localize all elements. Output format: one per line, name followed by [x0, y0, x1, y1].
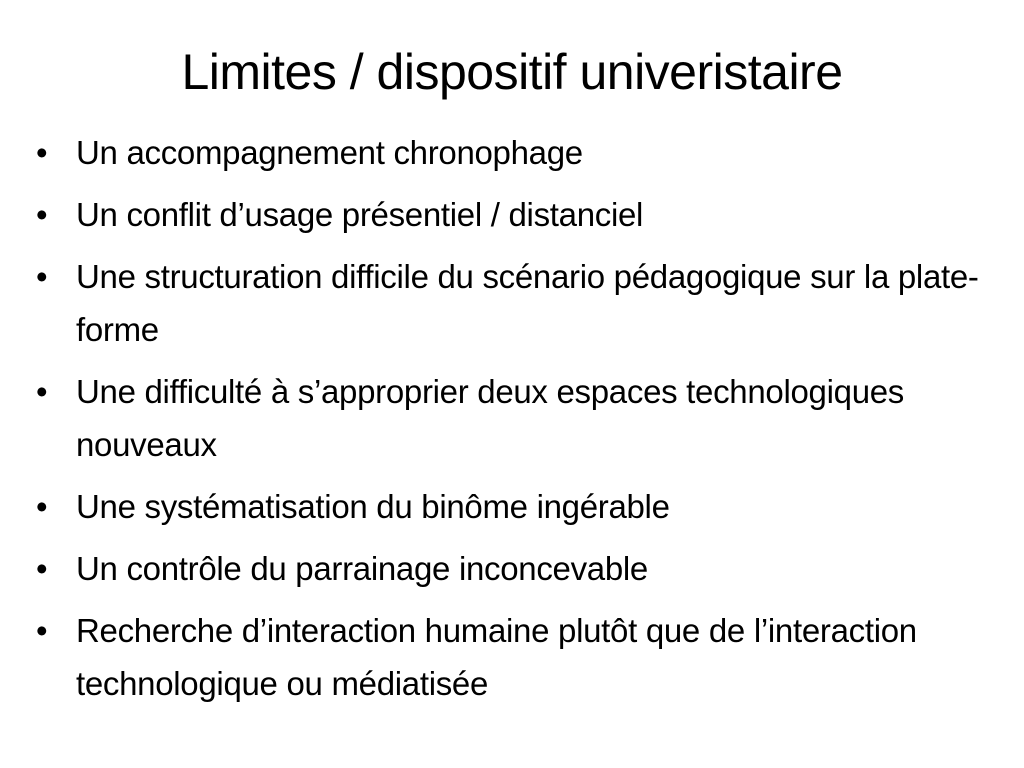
bullet-item	[36, 604, 986, 710]
bullet-text: Un contrôle du parrainage inconcevable	[76, 550, 648, 587]
bullet-item	[36, 250, 986, 356]
bullet-item	[36, 126, 986, 179]
bullet-dot-icon: •	[36, 258, 48, 295]
bullet-dot-icon: •	[36, 488, 48, 525]
bullet-item	[36, 365, 986, 471]
bullet-dot-icon: •	[36, 550, 48, 587]
bullet-item	[36, 480, 986, 533]
bullet-text: Un accompagnement chronophage	[76, 134, 583, 171]
bullet-text: Une difficulté à s’approprier deux espaces technologiques nouveaux	[76, 373, 904, 463]
bullet-text: Un conflit d’usage présentiel / distanciel	[76, 196, 644, 233]
bullet-text: Une structuration difficile du scénario pédagogique sur la plate-forme	[76, 258, 979, 348]
bullet-dot-icon: •	[36, 134, 48, 171]
bullet-list	[36, 126, 986, 719]
bullet-text: Une systématisation du binôme ingérable	[76, 488, 670, 525]
bullet-item	[36, 188, 986, 241]
slide-title: Limites / dispositif univeristaire	[181, 44, 843, 100]
bullet-dot-icon: •	[36, 612, 48, 649]
bullet-dot-icon: •	[36, 373, 48, 410]
bullet-item	[36, 542, 986, 595]
bullet-dot-icon: •	[36, 196, 48, 233]
bullet-text: Recherche d’interaction humaine plutôt que de l’interaction technologique ou médiatisée	[76, 612, 917, 702]
